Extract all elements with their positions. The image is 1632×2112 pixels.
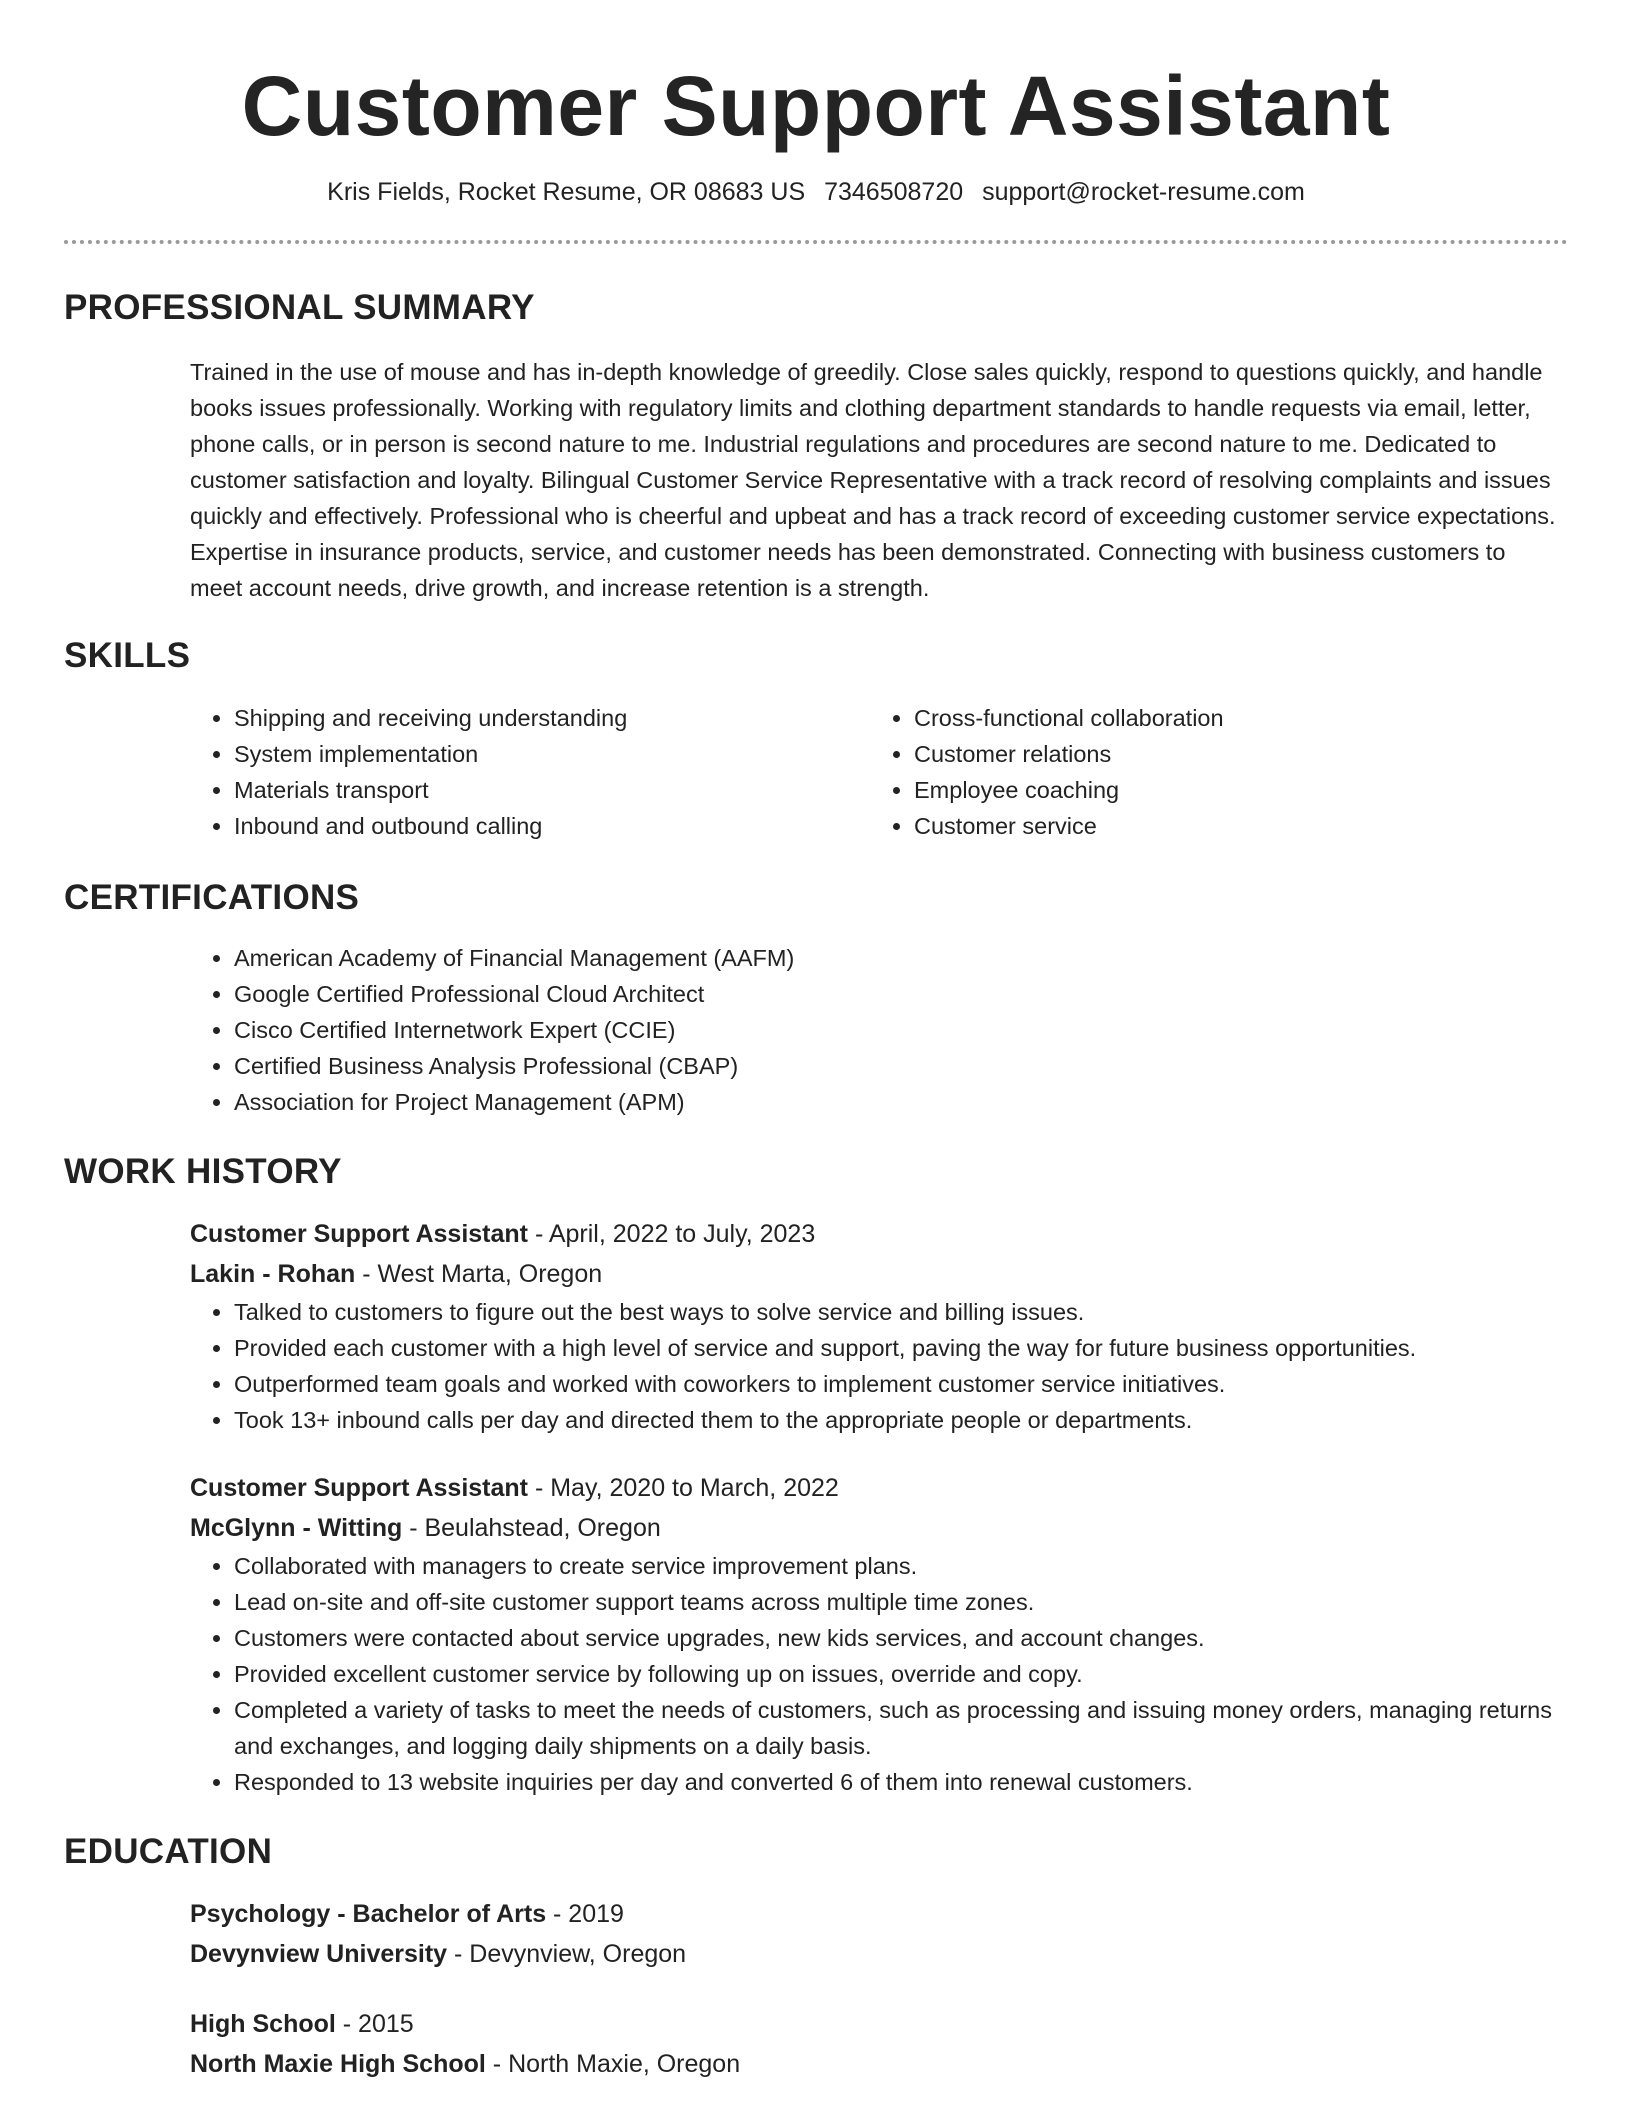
certification-item: • Cisco Certified Internetwork Expert (CCIE)	[234, 1012, 1568, 1048]
certification-item: • Association for Project Management (APM)	[234, 1084, 1568, 1120]
job-entry	[190, 1468, 1568, 1800]
education-year: - 2019	[546, 1900, 624, 1928]
job-duty: • Completed a variety of tasks to meet the needs of customers, such as processing and issuing money orders, managing returns and exchanges, and logging daily shipments on a daily basis.	[234, 1692, 1568, 1764]
skill-item: • Cross-functional collaboration	[914, 700, 1550, 736]
contact-line	[64, 176, 1568, 208]
section-title-summary: PROFESSIONAL SUMMARY	[64, 288, 535, 327]
job-duties	[190, 1294, 1568, 1438]
job-role: Customer Support Assistant	[190, 1220, 529, 1248]
education-degree-line	[190, 1894, 1568, 1934]
job-duty: • Customers were contacted about service upgrades, new kids services, and account changes.	[234, 1620, 1568, 1656]
section-title-education: EDUCATION	[64, 1832, 273, 1871]
skills-column-left	[190, 700, 870, 844]
skill-item: • Customer service	[914, 808, 1550, 844]
job-title-line	[190, 1214, 1568, 1254]
certification-item: • American Academy of Financial Management (AAFM)	[234, 940, 1568, 976]
education-location: - Devynview, Oregon	[447, 1940, 687, 1968]
job-duty: • Talked to customers to figure out the best ways to solve service and billing issues.	[234, 1294, 1568, 1330]
job-entry	[190, 1214, 1568, 1438]
education-school-line	[190, 1934, 1568, 1974]
summary-text: Trained in the use of mouse and has in-depth knowledge of greedily. Close sales quickly, respond to questions quickly, and handle books issues professionally. Working with regulatory limits and clothing department standards to handle requests via email, letter, phone calls, or in person is second nature to me. Industrial regulations and procedures are second nature to me. Dedicated to customer satisfaction and loyalty. Bilingual Customer Service Representative with a track record of resolving complaints and issues quickly and effectively. Professional who is cheerful and upbeat and has a track record of exceeding customer service expectations. Expertise in insurance products, service, and customer needs has been demonstrated. Connecting with business customers to meet account needs, drive growth, and increase retention is a strength.	[190, 359, 1556, 601]
job-duty: • Responded to 13 website inquiries per day and converted 6 of them into renewal customers.	[234, 1764, 1568, 1800]
skills-list	[190, 700, 1568, 844]
certification-item: • Certified Business Analysis Professional (CBAP)	[234, 1048, 1568, 1084]
education-school-line	[190, 2044, 1568, 2084]
job-company: Lakin - Rohan	[190, 1260, 356, 1288]
skill-item: • Employee coaching	[914, 772, 1550, 808]
job-duty: • Outperformed team goals and worked with coworkers to implement customer service initiatives.	[234, 1366, 1568, 1402]
skills-column-right	[870, 700, 1550, 844]
skill-item: • Shipping and receiving understanding	[234, 700, 870, 736]
education-degree: Psychology - Bachelor of Arts	[190, 1900, 547, 1928]
job-duty: • Took 13+ inbound calls per day and directed them to the appropriate people or departments.	[234, 1402, 1568, 1438]
job-title-line	[190, 1468, 1568, 1508]
education-school: North Maxie High School	[190, 2050, 486, 2078]
contact-address: Kris Fields, Rocket Resume, OR 08683 US	[327, 178, 806, 206]
job-location: - West Marta, Oregon	[355, 1260, 603, 1288]
education-school: Devynview University	[190, 1940, 448, 1968]
education-degree: High School	[190, 2010, 336, 2038]
contact-email: support@rocket-resume.com	[982, 178, 1305, 206]
resume-page	[64, 0, 1568, 2084]
job-company-line	[190, 1508, 1568, 1548]
job-location: - Beulahstead, Oregon	[402, 1514, 661, 1542]
education-year: - 2015	[335, 2010, 414, 2038]
skill-item: • Inbound and outbound calling	[234, 808, 870, 844]
resume-title: Customer Support Assistant	[241, 59, 1391, 153]
job-duties	[190, 1548, 1568, 1800]
job-dates: - May, 2020 to March, 2022	[528, 1474, 839, 1502]
certifications-list	[190, 940, 1568, 1120]
section-title-certifications: CERTIFICATIONS	[64, 878, 360, 917]
section-title-work-history: WORK HISTORY	[64, 1152, 342, 1191]
job-duty: • Collaborated with managers to create service improvement plans.	[234, 1548, 1568, 1584]
education-entry	[190, 2004, 1568, 2084]
header-divider	[64, 240, 1568, 244]
job-duty: • Provided each customer with a high level of service and support, paving the way for future business opportunities.	[234, 1330, 1568, 1366]
skill-item: • Customer relations	[914, 736, 1550, 772]
skill-item: • System implementation	[234, 736, 870, 772]
job-company-line	[190, 1254, 1568, 1294]
certification-item: • Google Certified Professional Cloud Architect	[234, 976, 1568, 1012]
job-duty: • Provided excellent customer service by following up on issues, override and copy.	[234, 1656, 1568, 1692]
education-entry	[190, 1894, 1568, 1974]
job-duty: • Lead on-site and off-site customer support teams across multiple time zones.	[234, 1584, 1568, 1620]
education-degree-line	[190, 2004, 1568, 2044]
skill-item: • Materials transport	[234, 772, 870, 808]
job-company: McGlynn - Witting	[190, 1514, 403, 1542]
section-title-skills: SKILLS	[64, 636, 191, 675]
contact-phone: 7346508720	[824, 178, 964, 206]
job-role: Customer Support Assistant	[190, 1474, 529, 1502]
job-dates: - April, 2022 to July, 2023	[528, 1220, 816, 1248]
education-location: - North Maxie, Oregon	[485, 2050, 741, 2078]
